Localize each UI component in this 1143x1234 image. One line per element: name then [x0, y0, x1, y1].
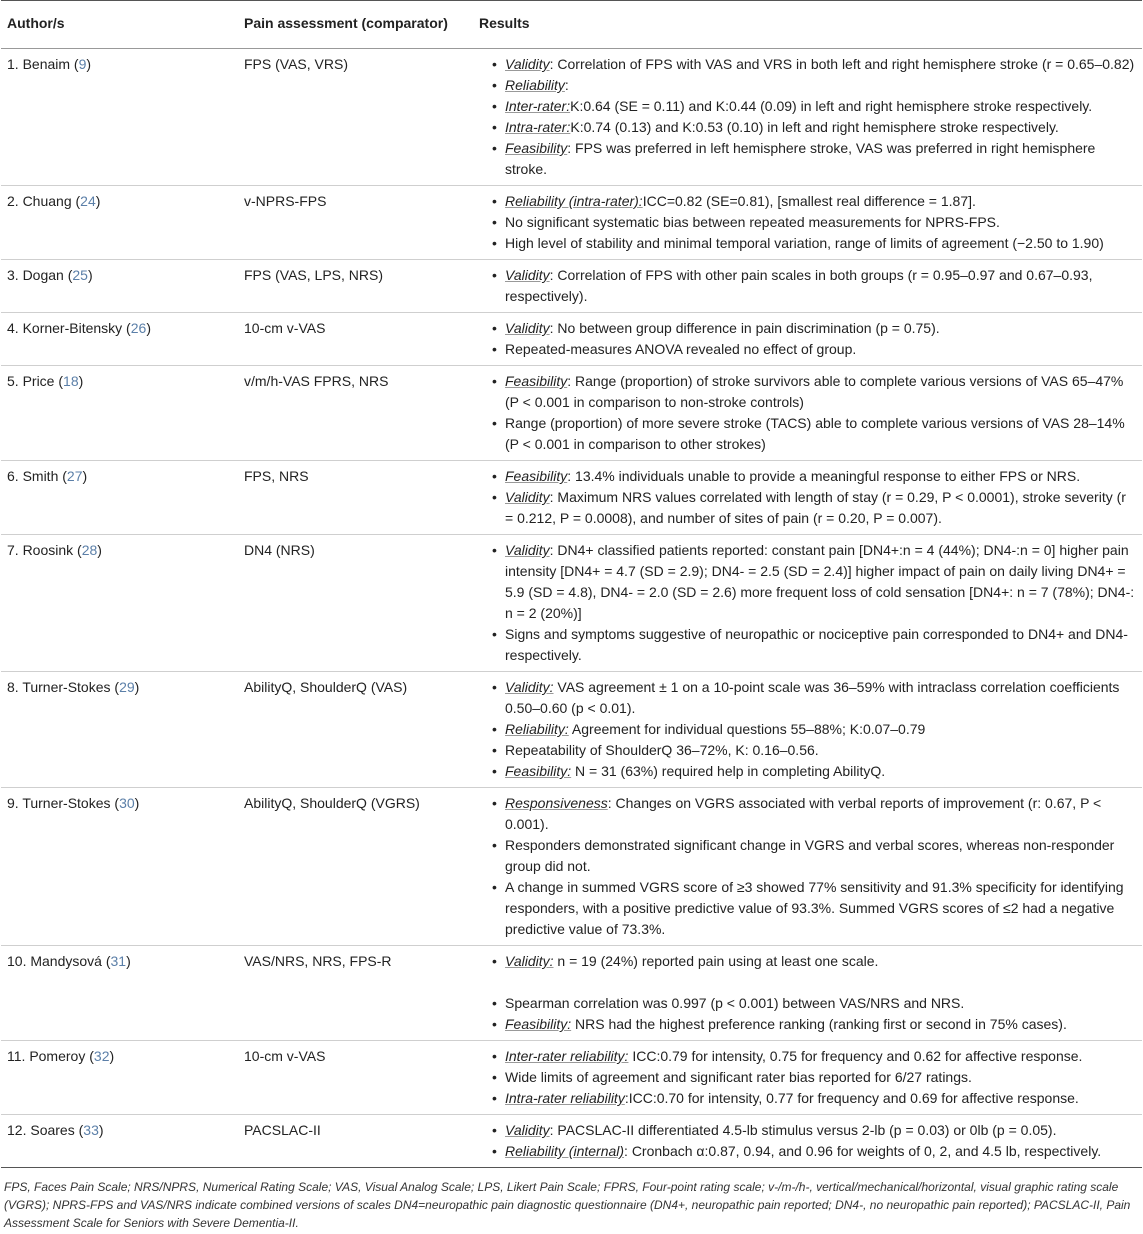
- results-list: [479, 371, 1136, 455]
- author-cell: 3. Dogan (25): [1, 260, 238, 313]
- results-list: [479, 677, 1136, 782]
- result-key: Intra-rater:: [505, 119, 571, 135]
- result-key: Reliability (internal): [505, 1143, 625, 1159]
- result-item: [505, 487, 1136, 529]
- results-list: [479, 318, 1136, 360]
- results-cell: [473, 1041, 1142, 1115]
- result-key: Validity:: [505, 953, 554, 969]
- assessment-cell: DN4 (NRS): [238, 535, 473, 672]
- result-item: [505, 138, 1136, 180]
- result-key: Responsiveness: [505, 795, 608, 811]
- header-author: Author/s: [1, 1, 238, 49]
- table-row: [1, 672, 1142, 788]
- result-text: : 13.4% individuals unable to provide a meaningful response to either FPS or NRS.: [567, 468, 1081, 484]
- result-item: [505, 466, 1136, 487]
- result-item: [505, 624, 1136, 666]
- table-row: [1, 186, 1142, 260]
- result-key: Feasibility: [505, 140, 568, 156]
- assessment-cell: FPS (VAS, LPS, NRS): [238, 260, 473, 313]
- results-list: [479, 191, 1136, 254]
- result-text: N = 31 (63%) required help in completing AbilityQ.: [571, 763, 886, 779]
- result-item: [505, 191, 1136, 212]
- result-key: Feasibility:: [505, 1016, 572, 1032]
- result-text: Wide limits of agreement and significant rater bias reported for 6/27 ratings.: [505, 1069, 972, 1085]
- result-text: No significant systematic bias between repeated measurements for NPRS-FPS.: [505, 214, 1000, 230]
- reference-link[interactable]: 9: [78, 56, 87, 72]
- results-list: [479, 466, 1136, 529]
- result-item: [505, 1088, 1136, 1109]
- reference-link[interactable]: 26: [130, 320, 147, 336]
- result-text: n = 19 (24%) reported pain using at least one scale.: [553, 953, 879, 969]
- table-row: [1, 1041, 1142, 1115]
- results-list: [479, 793, 1136, 940]
- result-item: [505, 96, 1136, 117]
- assessment-cell: AbilityQ, ShoulderQ (VGRS): [238, 788, 473, 946]
- table-row: [1, 461, 1142, 535]
- result-item: [505, 951, 1136, 972]
- results-cell: [473, 461, 1142, 535]
- table-footnote: FPS, Faces Pain Scale; NRS/NPRS, Numerical Rating Scale; VAS, Visual Analog Scale; LPS, Likert Pain Scale; FPRS, Four-point rating scale; v-/m-/h-, vertical/mechanical/horizontal, visual graphic rating scale (VGRS); NPRS-FPS and VAS/NRS indicate combined versions of scales DN4=neuropathic pain diagnostic questionnaire (DN4+, neuropathic pain reported; DN4-, no neuropathic pain reported); PACSLAC-II, Pain Assessment Scale for Seniors with Severe Dementia-II.: [4, 1180, 1131, 1230]
- result-key: Validity: [505, 1122, 550, 1138]
- result-item: [505, 413, 1136, 455]
- results-list: [479, 265, 1136, 307]
- result-item: [505, 719, 1136, 740]
- result-text: K:0.64 (SE = 0.11) and K:0.44 (0.09) in left and right hemisphere stroke respectively.: [570, 98, 1093, 114]
- result-text: : Range (proportion) of stroke survivors able to complete various versions of VAS 65–47% (P < 0.001 in comparison to non-stroke controls): [505, 373, 1124, 410]
- result-item: [505, 877, 1136, 940]
- author-cell: 10. Mandysová (31): [1, 946, 238, 1041]
- result-text: Repeated-measures ANOVA revealed no effect of group.: [505, 341, 857, 357]
- author-cell: 6. Smith (27): [1, 461, 238, 535]
- assessment-cell: 10-cm v-VAS: [238, 1041, 473, 1115]
- assessment-cell: AbilityQ, ShoulderQ (VAS): [238, 672, 473, 788]
- result-item: [505, 793, 1136, 835]
- result-item: [505, 835, 1136, 877]
- result-text: :ICC:0.70 for intensity, 0.77 for frequency and 0.69 for affective response.: [624, 1090, 1079, 1106]
- header-results: Results: [473, 1, 1142, 49]
- reference-link[interactable]: 33: [83, 1122, 99, 1138]
- author-cell: 2. Chuang (24): [1, 186, 238, 260]
- results-cell: [473, 49, 1142, 186]
- author-name: 2. Chuang: [7, 193, 72, 209]
- result-text: : FPS was preferred in left hemisphere stroke, VAS was preferred in right hemisphere stroke.: [505, 140, 1096, 177]
- author-name: 10. Mandysová: [7, 953, 102, 969]
- table-body: [1, 49, 1142, 1168]
- result-item: [505, 54, 1136, 75]
- result-text: Spearman correlation was 0.997 (p < 0.001) between VAS/NRS and NRS.: [505, 995, 965, 1011]
- header-assessment: Pain assessment (comparator): [238, 1, 473, 49]
- result-item: [505, 339, 1136, 360]
- table-header: [1, 1, 1142, 49]
- author-name: 9. Turner-Stokes: [7, 795, 111, 811]
- result-item: [505, 993, 1136, 1014]
- results-list: [479, 951, 1136, 1035]
- result-key: Feasibility: [505, 468, 568, 484]
- result-text: Repeatability of ShoulderQ 36–72%, K: 0.16–0.56.: [505, 742, 819, 758]
- result-text: : Correlation of FPS with other pain scales in both groups (r = 0.95–0.97 and 0.67–0.93, respectively).: [505, 267, 1093, 304]
- reference-link[interactable]: 27: [66, 468, 83, 484]
- results-list: [479, 1046, 1136, 1109]
- author-cell: 4. Korner-Bitensky (26): [1, 313, 238, 366]
- result-item: [505, 540, 1136, 624]
- reference-link[interactable]: 30: [119, 795, 135, 811]
- result-text: : Changes on VGRS associated with verbal reports of improvement (r: 0.67, P < 0.001).: [505, 795, 1102, 832]
- result-key: Validity: [505, 489, 550, 505]
- result-text: A change in summed VGRS score of ≥3 showed 77% sensitivity and 91.3% specificity for identifying responders, with a positive predictive value of 93.3%. Summed VGRS scores of ≤2 had a negative predictive value of 73.3%.: [505, 879, 1124, 937]
- author-cell: 8. Turner-Stokes (29): [1, 672, 238, 788]
- result-text: Agreement for individual questions 55–88%; K:0.07–0.79: [568, 721, 926, 737]
- result-text: : No between group difference in pain discrimination (p = 0.75).: [549, 320, 940, 336]
- result-item: [505, 740, 1136, 761]
- result-item: [505, 371, 1136, 413]
- result-text: VAS agreement ± 1 on a 10-point scale was 36–59% with intraclass correlation coefficients 0.50–0.60 (p < 0.01).: [505, 679, 1120, 716]
- result-item: [505, 318, 1136, 339]
- result-item: [505, 1141, 1136, 1162]
- result-key: Validity: [505, 320, 550, 336]
- result-text: : Correlation of FPS with VAS and VRS in both left and right hemisphere stroke (r = 0.65–0.82): [549, 56, 1135, 72]
- table-row: [1, 260, 1142, 313]
- result-text: ICC=0.82 (SE=0.81), [smallest real difference = 1.87].: [642, 193, 976, 209]
- pain-assessment-table: [1, 0, 1142, 1168]
- result-text: : Cronbach α:0.87, 0.94, and 0.96 for weights of 0, 2, and 4.5 lb, respectively.: [624, 1143, 1102, 1159]
- table-row: [1, 49, 1142, 186]
- results-cell: [473, 672, 1142, 788]
- results-cell: [473, 535, 1142, 672]
- assessment-cell: FPS, NRS: [238, 461, 473, 535]
- result-item: [505, 233, 1136, 254]
- result-item: [505, 212, 1136, 233]
- result-item: [505, 265, 1136, 307]
- author-name: 4. Korner-Bitensky: [7, 320, 123, 336]
- author-cell: 9. Turner-Stokes (30): [1, 788, 238, 946]
- reference-link[interactable]: 25: [72, 267, 88, 283]
- reference-link[interactable]: 29: [119, 679, 135, 695]
- table-row: [1, 535, 1142, 672]
- assessment-cell: PACSLAC-II: [238, 1115, 473, 1168]
- author-cell: 11. Pomeroy (32): [1, 1041, 238, 1115]
- author-name: 12. Soares: [7, 1122, 75, 1138]
- result-key: Feasibility:: [505, 763, 572, 779]
- table-row: [1, 788, 1142, 946]
- reference-link[interactable]: 32: [93, 1048, 110, 1064]
- author-name: 1. Benaim: [7, 56, 71, 72]
- author-name: 3. Dogan: [7, 267, 64, 283]
- author-name: 7. Roosink: [7, 542, 74, 558]
- result-key: Validity: [505, 542, 550, 558]
- reference-link[interactable]: 28: [81, 542, 98, 558]
- result-key: Intra-rater reliability: [505, 1090, 625, 1106]
- results-cell: [473, 186, 1142, 260]
- result-text: Responders demonstrated significant change in VGRS and verbal scores, whereas non-responder group did not.: [505, 837, 1115, 874]
- author-cell: 7. Roosink (28): [1, 535, 238, 672]
- reference-link[interactable]: 24: [80, 193, 96, 209]
- assessment-cell: FPS (VAS, VRS): [238, 49, 473, 186]
- result-key: Inter-rater:: [505, 98, 571, 114]
- result-text: : DN4+ classified patients reported: constant pain [DN4+:n = 4 (44%); DN4-:n = 0] higher pain intensity [DN4+ = 4.7 (SD = 2.9); DN4- = 2.5 (SD = 2.4)] higher impact of pain on daily living DN4+ = 5.9 (SD = 4.8), DN4- = 2.0 (SD = 2.6) more frequent loss of cold sensation [DN4+: n = 7 (78%); DN4-: n = 2 (20%)]: [505, 542, 1135, 621]
- results-cell: [473, 946, 1142, 1041]
- result-item: [505, 1120, 1136, 1141]
- results-list: [479, 1120, 1136, 1162]
- results-list: [479, 540, 1136, 666]
- table-row: [1, 366, 1142, 461]
- assessment-cell: v-NPRS-FPS: [238, 186, 473, 260]
- author-name: 11. Pomeroy: [7, 1048, 86, 1064]
- author-name: 8. Turner-Stokes: [7, 679, 111, 695]
- table-row: [1, 1115, 1142, 1168]
- result-item: [505, 117, 1136, 138]
- results-cell: [473, 313, 1142, 366]
- result-key: Feasibility: [505, 373, 568, 389]
- result-text: Range (proportion) of more severe stroke (TACS) able to complete various versions of VAS 28–14% (P < 0.001 in comparison to other strokes): [505, 415, 1125, 452]
- results-cell: [473, 260, 1142, 313]
- result-text: Signs and symptoms suggestive of neuropathic or nociceptive pain corresponded to DN4+ and DN4- respectively.: [505, 626, 1128, 663]
- author-cell: 5. Price (18): [1, 366, 238, 461]
- result-text: ICC:0.79 for intensity, 0.75 for frequency and 0.62 for affective response.: [628, 1048, 1083, 1064]
- result-item: [505, 1014, 1136, 1035]
- result-key: Reliability:: [505, 721, 569, 737]
- results-list: [479, 54, 1136, 180]
- result-text: : Maximum NRS values correlated with length of stay (r = 0.29, P < 0.0001), stroke severity (r = 0.212, P = 0.0008), and number of sites of pain (r = 0.20, P = 0.007).: [505, 489, 1126, 526]
- assessment-cell: VAS/NRS, NRS, FPS-R: [238, 946, 473, 1041]
- result-text: K:0.74 (0.13) and K:0.53 (0.10) in left and right hemisphere stroke respectively.: [570, 119, 1059, 135]
- results-cell: [473, 788, 1142, 946]
- author-name: 6. Smith: [7, 468, 59, 484]
- result-text: NRS had the highest preference ranking (ranking first or second in 75% cases).: [571, 1016, 1067, 1032]
- header-row: [1, 1, 1142, 49]
- author-name: 5. Price: [7, 373, 55, 389]
- author-cell: 1. Benaim (9): [1, 49, 238, 186]
- result-key: Validity: [505, 267, 550, 283]
- results-cell: [473, 1115, 1142, 1168]
- results-cell: [473, 366, 1142, 461]
- assessment-cell: 10-cm v-VAS: [238, 313, 473, 366]
- result-item: [505, 677, 1136, 719]
- result-key: Reliability (intra-rater):: [505, 193, 643, 209]
- result-key: Validity:: [505, 679, 554, 695]
- result-item: [505, 1046, 1136, 1067]
- assessment-cell: v/m/h-VAS FPRS, NRS: [238, 366, 473, 461]
- reference-link[interactable]: 18: [63, 373, 79, 389]
- result-key: Inter-rater reliability:: [505, 1048, 629, 1064]
- result-text: :: [564, 77, 569, 93]
- reference-link[interactable]: 31: [110, 953, 127, 969]
- result-text: High level of stability and minimal temporal variation, range of limits of agreement (−2.50 to 1.90): [505, 235, 1104, 251]
- result-key: Reliability: [505, 77, 565, 93]
- result-key: Validity: [505, 56, 550, 72]
- result-item: [505, 75, 1136, 96]
- result-text: : PACSLAC-II differentiated 4.5-lb stimulus versus 2-lb (p = 0.03) or 0lb (p = 0.05).: [549, 1122, 1057, 1138]
- table-row: [1, 313, 1142, 366]
- table-row: [1, 946, 1142, 1041]
- result-item: [505, 1067, 1136, 1088]
- author-cell: 12. Soares (33): [1, 1115, 238, 1168]
- result-item: [505, 761, 1136, 782]
